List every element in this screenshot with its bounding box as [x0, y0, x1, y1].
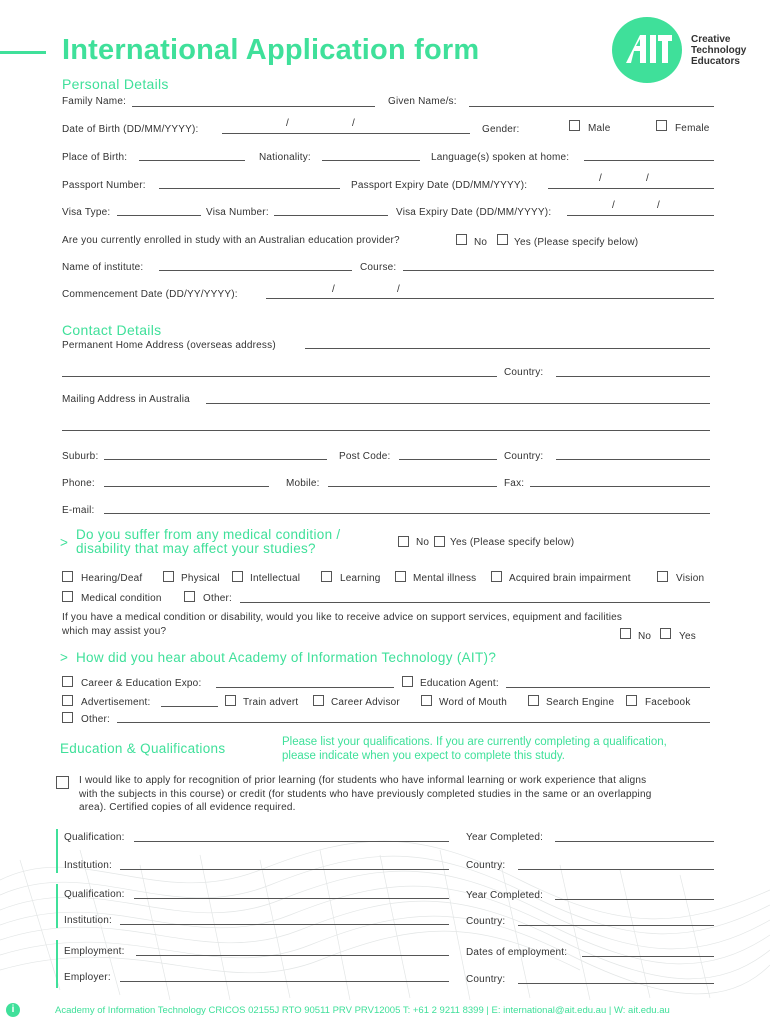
nationality-label: Nationality: [259, 152, 311, 163]
given-names-label: Given Name/s: [388, 96, 457, 107]
qual-group1-bar [56, 829, 58, 873]
commencement-slash-2: / [397, 284, 400, 295]
institute-label: Name of institute: [62, 262, 144, 273]
commencement-field[interactable] [266, 298, 714, 299]
medical-other-label: Other: [203, 593, 232, 604]
country-1-label: Country: [466, 860, 506, 871]
visa-number-label: Visa Number: [206, 207, 269, 218]
gender-label: Gender: [482, 124, 520, 135]
passport-expiry-field[interactable] [548, 188, 714, 189]
gender-male-checkbox[interactable] [569, 120, 580, 131]
medical-other-checkbox[interactable] [184, 591, 195, 602]
gender-female-checkbox[interactable] [656, 120, 667, 131]
medical-no-label: No [416, 537, 430, 548]
employer-country-label: Country: [466, 974, 506, 985]
rpl-text-line1: I would like to apply for recognition of prior learning (for students who have informal learning or work experience that aligns [79, 775, 647, 786]
education-note-line2: please indicate when you expect to complete this study. [282, 750, 565, 762]
enrolled-yes-checkbox[interactable] [497, 234, 508, 245]
employment-label: Employment: [64, 946, 125, 957]
given-names-field[interactable] [469, 106, 714, 107]
hear-heading: How did you hear about Academy of Information Technology (AIT)? [76, 650, 497, 665]
ait-logo-mark-icon [612, 17, 682, 83]
page-title: International Application form [62, 34, 480, 66]
institute-field[interactable] [159, 270, 352, 271]
year-completed-1-label: Year Completed: [466, 832, 544, 843]
hear-other-field[interactable] [117, 722, 710, 723]
post-code-label: Post Code: [339, 451, 391, 462]
mailing-address-field-2[interactable] [62, 430, 710, 431]
medical-condition-checkbox[interactable] [62, 591, 73, 602]
learning-label: Learning [340, 573, 381, 584]
permanent-address-field-2[interactable] [62, 376, 497, 377]
dob-label: Date of Birth (DD/MM/YYYY): [62, 124, 199, 135]
institution-1-label: Institution: [64, 860, 112, 871]
vision-label: Vision [676, 573, 705, 584]
medical-question-line1: Do you suffer from any medical condition / [76, 527, 341, 542]
country-1-field[interactable] [518, 869, 714, 870]
employer-field[interactable] [120, 981, 449, 982]
phone-label: Phone: [62, 478, 95, 489]
footer-text: Academy of Information Technology CRICOS 02155J RTO 90511 PRV PRV12005 T: +61 2 9211 8399 | E: international@ait.edu.au | W: ait.edu.au [55, 1005, 670, 1016]
acquired-brain-checkbox[interactable] [491, 571, 502, 582]
mobile-field[interactable] [328, 486, 497, 487]
languages-label: Language(s) spoken at home: [431, 152, 570, 163]
word-of-mouth-label: Word of Mouth [439, 697, 508, 708]
contact-country-field[interactable] [556, 459, 710, 460]
nationality-field[interactable] [322, 160, 420, 161]
career-expo-label: Career & Education Expo: [81, 678, 202, 689]
contact-details-heading: Contact Details [62, 322, 162, 338]
logo-text-creative: Creative [691, 34, 731, 45]
permanent-address-label: Permanent Home Address (overseas address) [62, 340, 276, 351]
passport-number-label: Passport Number: [62, 180, 146, 191]
train-advert-checkbox[interactable] [225, 695, 236, 706]
medical-condition-label: Medical condition [81, 593, 162, 604]
logo-text-educators: Educators [691, 56, 740, 67]
suburb-label: Suburb: [62, 451, 99, 462]
medical-no-checkbox[interactable] [398, 536, 409, 547]
year-completed-2-field[interactable] [555, 899, 714, 900]
post-code-field[interactable] [399, 459, 497, 460]
train-advert-label: Train advert [243, 697, 299, 708]
place-of-birth-label: Place of Birth: [62, 152, 128, 163]
employment-group-bar [56, 940, 58, 988]
commencement-label: Commencement Date (DD/YY/YYYY): [62, 289, 238, 300]
physical-label: Physical [181, 573, 220, 584]
rpl-checkbox[interactable] [56, 776, 69, 789]
intellectual-checkbox[interactable] [232, 571, 243, 582]
passport-expiry-label: Passport Expiry Date (DD/MM/YYYY): [351, 180, 528, 191]
advice-yes-label: Yes [679, 631, 696, 642]
education-agent-label: Education Agent: [420, 678, 499, 689]
hear-arrow-icon: > [60, 650, 69, 665]
vision-checkbox[interactable] [657, 571, 668, 582]
suburb-field[interactable] [104, 459, 327, 460]
year-completed-2-label: Year Completed: [466, 890, 544, 901]
enrolled-no-checkbox[interactable] [456, 234, 467, 245]
hearing-deaf-label: Hearing/Deaf [81, 573, 143, 584]
passport-expiry-slash-1: / [599, 173, 602, 184]
fax-label: Fax: [504, 478, 525, 489]
commencement-slash-1: / [332, 284, 335, 295]
dates-employment-label: Dates of employment: [466, 947, 568, 958]
qualification-1-field[interactable] [134, 841, 449, 842]
employer-country-field[interactable] [518, 983, 714, 984]
institution-1-field[interactable] [120, 869, 449, 870]
gender-female-label: Female [675, 123, 710, 134]
intellectual-label: Intellectual [250, 573, 301, 584]
passport-number-field[interactable] [159, 188, 340, 189]
visa-type-field[interactable] [117, 215, 201, 216]
facebook-label: Facebook [645, 697, 691, 708]
learning-checkbox[interactable] [321, 571, 332, 582]
dob-slash-1: / [286, 118, 289, 129]
passport-expiry-slash-2: / [646, 173, 649, 184]
search-engine-label: Search Engine [546, 697, 615, 708]
medical-question-line2: disability that may affect your studies? [76, 541, 316, 556]
institution-2-field[interactable] [120, 924, 449, 925]
email-field[interactable] [104, 513, 710, 514]
advertisement-checkbox[interactable] [62, 695, 73, 706]
advice-no-checkbox[interactable] [620, 628, 631, 639]
facebook-checkbox[interactable] [626, 695, 637, 706]
physical-checkbox[interactable] [163, 571, 174, 582]
qualification-1-label: Qualification: [64, 832, 125, 843]
rpl-text-line3: area). Certified copies of all evidence required. [79, 802, 296, 813]
mailing-address-field-1[interactable] [206, 403, 710, 404]
advertisement-field[interactable] [161, 706, 218, 707]
advice-question-line2: which may assist you? [62, 626, 167, 637]
rpl-text-line2: with the subjects in this course) or credit (for students who have previously completed studies in the same or an overlapping [79, 789, 652, 800]
gender-male-label: Male [588, 123, 611, 134]
word-of-mouth-checkbox[interactable] [421, 695, 432, 706]
ait-logo [612, 17, 682, 83]
education-note-line1: Please list your qualifications. If you are currently completing a qualification, [282, 736, 667, 748]
email-label: E-mail: [62, 505, 95, 516]
permanent-country-label: Country: [504, 367, 544, 378]
employer-label: Employer: [64, 972, 111, 983]
contact-country-label: Country: [504, 451, 544, 462]
medical-arrow-icon: > [60, 535, 69, 550]
visa-number-field[interactable] [274, 215, 388, 216]
dob-field[interactable] [222, 133, 470, 134]
qualification-2-label: Qualification: [64, 889, 125, 900]
advertisement-label: Advertisement: [81, 697, 151, 708]
career-expo-field[interactable] [216, 687, 394, 688]
institution-2-label: Institution: [64, 915, 112, 926]
permanent-address-field-1[interactable] [305, 348, 710, 349]
logo-text-technology: Technology [691, 45, 747, 56]
visa-expiry-field[interactable] [567, 215, 714, 216]
mobile-label: Mobile: [286, 478, 320, 489]
fax-field[interactable] [530, 486, 710, 487]
search-engine-checkbox[interactable] [528, 695, 539, 706]
visa-expiry-slash-1: / [612, 200, 615, 211]
course-label: Course: [360, 262, 397, 273]
employment-field[interactable] [136, 955, 449, 956]
hear-other-label: Other: [81, 714, 110, 725]
education-agent-field[interactable] [506, 687, 710, 688]
header-accent-line [0, 51, 46, 54]
personal-details-heading: Personal Details [62, 76, 169, 92]
dates-employment-field[interactable] [582, 956, 714, 957]
medical-other-field[interactable] [240, 602, 710, 603]
mailing-address-label: Mailing Address in Australia [62, 394, 190, 405]
career-advisor-checkbox[interactable] [313, 695, 324, 706]
visa-type-label: Visa Type: [62, 207, 111, 218]
place-of-birth-field[interactable] [139, 160, 245, 161]
advice-no-label: No [638, 631, 652, 642]
education-agent-checkbox[interactable] [402, 676, 413, 687]
year-completed-1-field[interactable] [555, 841, 714, 842]
enrolled-yes-label: Yes (Please specify below) [514, 237, 639, 248]
hearing-deaf-checkbox[interactable] [62, 571, 73, 582]
medical-yes-label: Yes (Please specify below) [450, 537, 575, 548]
enrolled-question: Are you currently enrolled in study with an Australian education provider? [62, 235, 400, 246]
enrolled-no-label: No [474, 237, 488, 248]
family-name-label: Family Name: [62, 96, 127, 107]
permanent-country-field[interactable] [556, 376, 710, 377]
career-expo-checkbox[interactable] [62, 676, 73, 687]
education-heading: Education & Qualifications [60, 741, 226, 756]
advice-yes-checkbox[interactable] [660, 628, 671, 639]
qual-group2-bar [56, 884, 58, 928]
visa-expiry-slash-2: / [657, 200, 660, 211]
info-icon: i [6, 1003, 20, 1017]
course-field[interactable] [403, 270, 714, 271]
hear-other-checkbox[interactable] [62, 712, 73, 723]
family-name-field[interactable] [132, 106, 375, 107]
phone-field[interactable] [104, 486, 269, 487]
qualification-2-field[interactable] [134, 898, 449, 899]
dob-slash-2: / [352, 118, 355, 129]
medical-yes-checkbox[interactable] [434, 536, 445, 547]
visa-expiry-label: Visa Expiry Date (DD/MM/YYYY): [396, 207, 552, 218]
acquired-brain-label: Acquired brain impairment [509, 573, 631, 584]
career-advisor-label: Career Advisor [331, 697, 400, 708]
mental-illness-label: Mental illness [413, 573, 477, 584]
country-2-field[interactable] [518, 925, 714, 926]
mental-illness-checkbox[interactable] [395, 571, 406, 582]
advice-question-line1: If you have a medical condition or disability, would you like to receive advice on support services, equipment and facilities [62, 612, 623, 623]
country-2-label: Country: [466, 916, 506, 927]
languages-field[interactable] [584, 160, 714, 161]
